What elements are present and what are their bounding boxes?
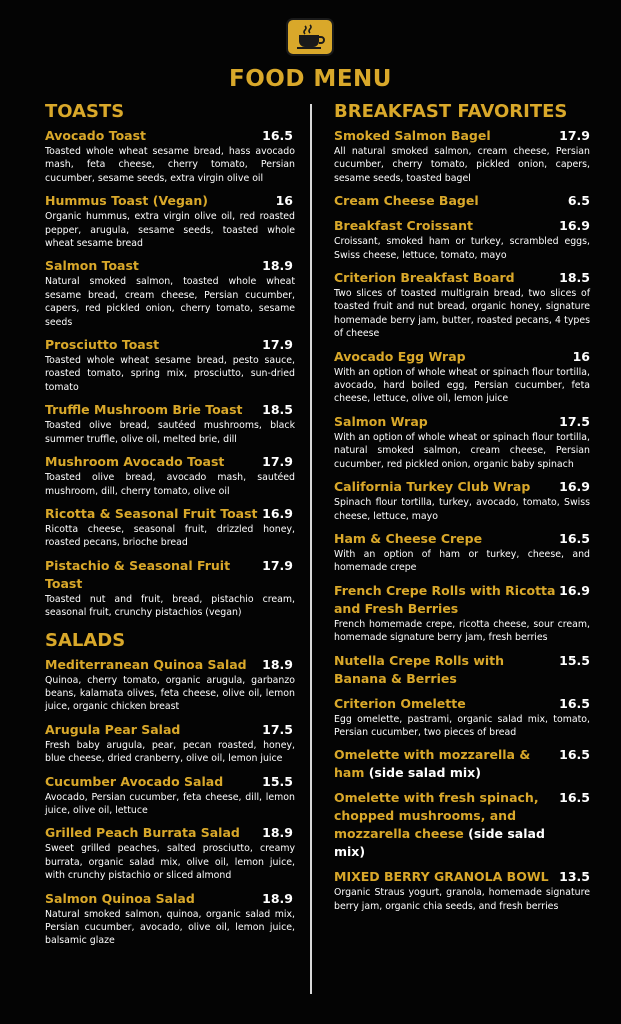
menu-item-header [334, 746, 590, 782]
menu-item-title: Pistachio & Seasonal Fruit Toast [45, 557, 231, 591]
menu-item-title: Breakfast Croissant [334, 218, 473, 234]
menu-item-header [334, 695, 590, 713]
menu-item-price: 17.9 [262, 557, 293, 573]
menu-item-header [45, 773, 295, 791]
menu-item-description: With an option of ham or turkey, cheese, and homemade crepe [334, 548, 590, 574]
menu-item-name [45, 192, 208, 210]
menu-item [334, 269, 590, 341]
menu-item-description: Natural smoked salmon, quinoa, organic salad mix, Persian cucumber, avocado, olive oil, lemon juice, balsamic glaze [45, 908, 295, 947]
menu-item-header [45, 453, 295, 471]
menu-item-header [45, 505, 295, 523]
menu-item-description: Toasted nut and fruit, bread, pistachio cream, seasonal fruit, crunchy pistachios (vegan) [45, 593, 295, 619]
menu-item-price: 18.9 [262, 825, 293, 841]
menu-item-title: Mushroom Avocado Toast [45, 454, 225, 470]
menu-item-price: 15.5 [559, 652, 590, 668]
menu-item-header [334, 413, 590, 431]
page-title: FOOD MENU [229, 66, 392, 92]
menu-item [45, 336, 295, 394]
menu-item [45, 127, 295, 185]
menu-item-price: 18.9 [262, 258, 293, 274]
menu-item [334, 127, 590, 185]
logo [286, 18, 334, 56]
menu-item [45, 557, 295, 620]
menu-item-name [45, 557, 262, 593]
menu-item-description: Fresh baby arugula, pear, pecan roasted, honey, blue cheese, dried cranberry, olive oil, lemon juice [45, 739, 295, 765]
menu-item-title: Truffle Mushroom Brie Toast [45, 402, 243, 418]
menu-item-header [45, 336, 295, 354]
breakfast-section [334, 101, 590, 913]
menu-item [334, 868, 590, 913]
menu-item-title: Mediterranean Quinoa Salad [45, 656, 247, 672]
menu-item-name [334, 582, 559, 618]
menu-item-header [334, 348, 590, 366]
menu-item-title: California Turkey Club Wrap [334, 479, 531, 495]
menu-item [334, 478, 590, 523]
menu-item-header [334, 868, 590, 886]
menu-item-price: 16 [275, 193, 293, 209]
menu-item-title: Avocado Egg Wrap [334, 348, 466, 364]
menu-item-name [334, 789, 559, 861]
toasts-list [45, 127, 295, 620]
menu-item-name [334, 746, 559, 782]
menu-item-description: Avocado, Persian cucumber, feta cheese, dill, lemon juice, olive oil, lettuce [45, 791, 295, 816]
menu-item-title: Nutella Crepe Rolls with Banana & Berries [334, 652, 505, 686]
toasts-section [45, 101, 295, 620]
menu-item-header [45, 127, 295, 145]
menu-item [334, 789, 590, 861]
menu-item-title: Criterion Omelette [334, 695, 466, 711]
menu-item-description: All natural smoked salmon, cream cheese, Persian cucumber, cherry tomato, pickled onion, capers, sesame seeds, toasted bagel [334, 146, 590, 184]
menu-item-header [45, 721, 295, 739]
menu-item-name [45, 773, 223, 791]
menu-item [334, 192, 590, 210]
menu-item-name [334, 695, 466, 713]
menu-item-price: 16.9 [559, 479, 590, 495]
menu-item-description: French homemade crepe, ricotta cheese, sour cream, homemade signature berry jam, fresh berries [334, 618, 590, 644]
menu-item-title: Smoked Salmon Bagel [334, 128, 491, 143]
menu-item-header [45, 557, 295, 593]
menu-item-name [45, 656, 247, 674]
menu-item-name [45, 505, 258, 523]
menu-item-name [45, 453, 224, 471]
menu-item-title: Criterion Breakfast Board [334, 270, 515, 286]
menu-item [334, 348, 590, 406]
menu-item-price: 18.5 [559, 270, 590, 286]
menu-item [45, 505, 295, 550]
menu-item [45, 453, 295, 498]
menu-item-description: Two slices of toasted multigrain bread, two slices of toasted fruit and nut bread, organic honey, signature homemade berry jam, butter, roasted pecans, 4 types of cheese [334, 288, 590, 340]
menu-item [45, 824, 295, 882]
menu-item-header [334, 530, 590, 548]
menu-item-title: Hummus Toast (Vegan) [45, 193, 208, 209]
menu-item-price: 15.5 [262, 773, 293, 789]
menu-item-description: Croissant, smoked ham or turkey, scrambled eggs, Swiss cheese, lettuce, tomato, mayo [334, 236, 590, 261]
menu-item-name [334, 413, 428, 431]
menu-item-name [45, 890, 195, 908]
menu-item-price: 16.5 [262, 128, 293, 143]
menu-item-name [334, 348, 466, 366]
menu-item-note: (side salad mix) [334, 826, 545, 860]
section-heading-salads: SALADS [45, 629, 126, 651]
salads-section [45, 630, 295, 948]
menu-item-description: Organic Straus yogurt, granola, homemade signature berry jam, organic chia seeds, and fresh berries [334, 887, 590, 912]
breakfast-list [334, 127, 590, 913]
coffee-cup-icon [296, 24, 326, 50]
menu-item-description: Toasted whole wheat sesame bread, pesto sauce, roasted tomato, spring mix, prosciutto, sun-dried tomato [45, 355, 295, 393]
menu-item [45, 401, 295, 446]
menu-item-header [334, 582, 590, 618]
menu-item-price: 18.9 [262, 890, 293, 906]
menu-item-description: Toasted olive bread, sautéed mushrooms, black summer truffle, olive oil, melted brie, dill [45, 420, 295, 445]
menu-item-header [45, 824, 295, 842]
menu-item-description: Organic hummus, extra virgin olive oil, red roasted pepper, arugula, sesame seeds, toasted whole wheat sesame bread [45, 211, 295, 250]
menu-item [334, 652, 590, 688]
salads-list [45, 656, 295, 948]
menu-item-header [334, 269, 590, 287]
menu-item-price: 16.9 [559, 582, 590, 598]
menu-item [334, 413, 590, 471]
menu-item-description: With an option of whole wheat or spinach flour tortilla, natural smoked salmon, cream cheese, Persian cucumber, red pickled onion, organic baby spinach [334, 431, 590, 470]
menu-item-header [45, 890, 295, 908]
menu-item-description: Egg omelette, pastrami, organic salad mix, tomato, Persian cucumber, two pieces of bread [334, 713, 590, 738]
menu-item-price: 17.9 [559, 128, 590, 143]
menu-item-description: Toasted whole wheat sesame bread, hass avocado mash, feta cheese, cherry tomato, Persian cucumber, sesame seeds, extra virgin olive oil [45, 146, 295, 184]
menu-item-description: With an option of whole wheat or spinach flour tortilla, avocado, hard boiled egg, Persian cucumber, feta cheese, lettuce, olive oil, lemon juice [334, 366, 590, 405]
menu-item [45, 773, 295, 818]
menu-item-title: Salmon Quinoa Salad [45, 890, 195, 906]
menu-item-header [334, 789, 590, 861]
menu-item-description: Toasted olive bread, avocado mash, sautéed mushroom, dill, cherry tomato, olive oil [45, 472, 295, 497]
menu-item-name [45, 721, 180, 739]
menu-item-price: 16 [572, 348, 590, 364]
menu-item [45, 192, 295, 250]
menu-item-title: Cucumber Avocado Salad [45, 773, 224, 789]
menu-item [334, 582, 590, 645]
menu-item [334, 530, 590, 575]
menu-item [45, 721, 295, 766]
menu-item-name [334, 868, 549, 886]
menu-item-description: Quinoa, cherry tomato, organic arugula, garbanzo beans, kalamata olives, feta cheese, olive oil, lemon juice, organic chicken breast [45, 674, 295, 713]
menu-item-price: 16.5 [559, 747, 590, 763]
menu-item-title: Cream Cheese Bagel [334, 193, 479, 209]
menu-item-name [334, 192, 479, 210]
menu-item-description: Ricotta cheese, seasonal fruit, drizzled honey, roasted pecans, brioche bread [45, 523, 295, 549]
menu-item-title: Omelette with fresh spinach, chopped mushrooms, and mozzarella cheese [334, 790, 539, 842]
menu-item-price: 17.5 [559, 413, 590, 429]
menu-item-title: Ham & Cheese Crepe [334, 530, 483, 546]
menu-item-price: 16.9 [262, 505, 293, 521]
menu-item-title: Avocado Toast [45, 128, 147, 143]
menu-item-name [334, 652, 559, 688]
menu-item-price: 16.9 [559, 218, 590, 234]
column-divider [310, 104, 312, 994]
menu-item-name [334, 217, 473, 235]
menu-item-name [334, 127, 491, 145]
section-heading-toasts: TOASTS [45, 101, 125, 122]
menu-item [45, 656, 295, 714]
menu-item-header [45, 401, 295, 419]
menu-item-header [334, 192, 590, 210]
menu-item-price: 16.5 [559, 530, 590, 546]
menu-item-name [334, 269, 515, 287]
menu-item-price: 16.5 [559, 695, 590, 711]
menu-item-price: 17.5 [262, 721, 293, 737]
menu-item-price: 17.9 [262, 337, 293, 353]
menu-item-note: (side salad mix) [364, 765, 481, 781]
menu-item-title: Grilled Peach Burrata Salad [45, 825, 240, 841]
menu-item-header [45, 257, 295, 275]
menu-item-title: Ricotta & Seasonal Fruit Toast [45, 505, 258, 521]
menu-item-header [334, 127, 590, 145]
menu-item-header [45, 656, 295, 674]
menu-item-name [45, 257, 139, 275]
menu-item-description: Natural smoked salmon, toasted whole wheat sesame bread, cream cheese, Persian cucumber, capers, red pickled onion, cherry tomato, sesame seeds [45, 276, 295, 328]
menu-item-title: Salmon Wrap [334, 413, 428, 429]
menu-item-title: Prosciutto Toast [45, 337, 160, 353]
menu-item-title: Omelette with mozzarella & ham [334, 747, 531, 781]
menu-item-title: French Crepe Rolls with Ricotta and Fresh Berries [334, 582, 556, 616]
menu-item-name [334, 478, 530, 496]
menu-item-title: Arugula Pear Salad [45, 721, 181, 737]
menu-item [334, 217, 590, 262]
left-column [45, 101, 295, 955]
menu-item [45, 890, 295, 948]
menu-item-name [45, 336, 159, 354]
menu-item-price: 6.5 [567, 193, 590, 209]
menu-item-name [45, 127, 146, 145]
menu-item-header [45, 192, 295, 210]
menu-item-price: 17.9 [262, 454, 293, 470]
menu-item-title: MIXED BERRY GRANOLA BOWL [334, 869, 549, 885]
menu-item-price: 16.5 [559, 790, 590, 806]
menu-item-price: 18.9 [262, 656, 293, 672]
menu-item [334, 695, 590, 740]
menu-item-price: 18.5 [262, 402, 293, 418]
menu-item-name [45, 824, 240, 842]
section-heading-breakfast: BREAKFAST FAVORITES [334, 101, 568, 122]
menu-item-header [334, 217, 590, 235]
menu-item-price: 13.5 [559, 869, 590, 885]
menu-item-name [334, 530, 482, 548]
menu-item-header [334, 652, 590, 688]
menu-item [45, 257, 295, 329]
menu-item [334, 746, 590, 782]
menu-item-name [45, 401, 243, 419]
menu-item-description: Spinach flour tortilla, turkey, avocado, tomato, Swiss cheese, lettuce, mayo [334, 497, 590, 522]
menu-item-title: Salmon Toast [45, 258, 139, 274]
menu-item-header [334, 478, 590, 496]
menu-item-description: Sweet grilled peaches, salted prosciutto, creamy burrata, organic salad mix, olive oil, lemon juice, with crunchy pistachio or sliced almond [45, 843, 295, 882]
right-column [334, 101, 590, 920]
